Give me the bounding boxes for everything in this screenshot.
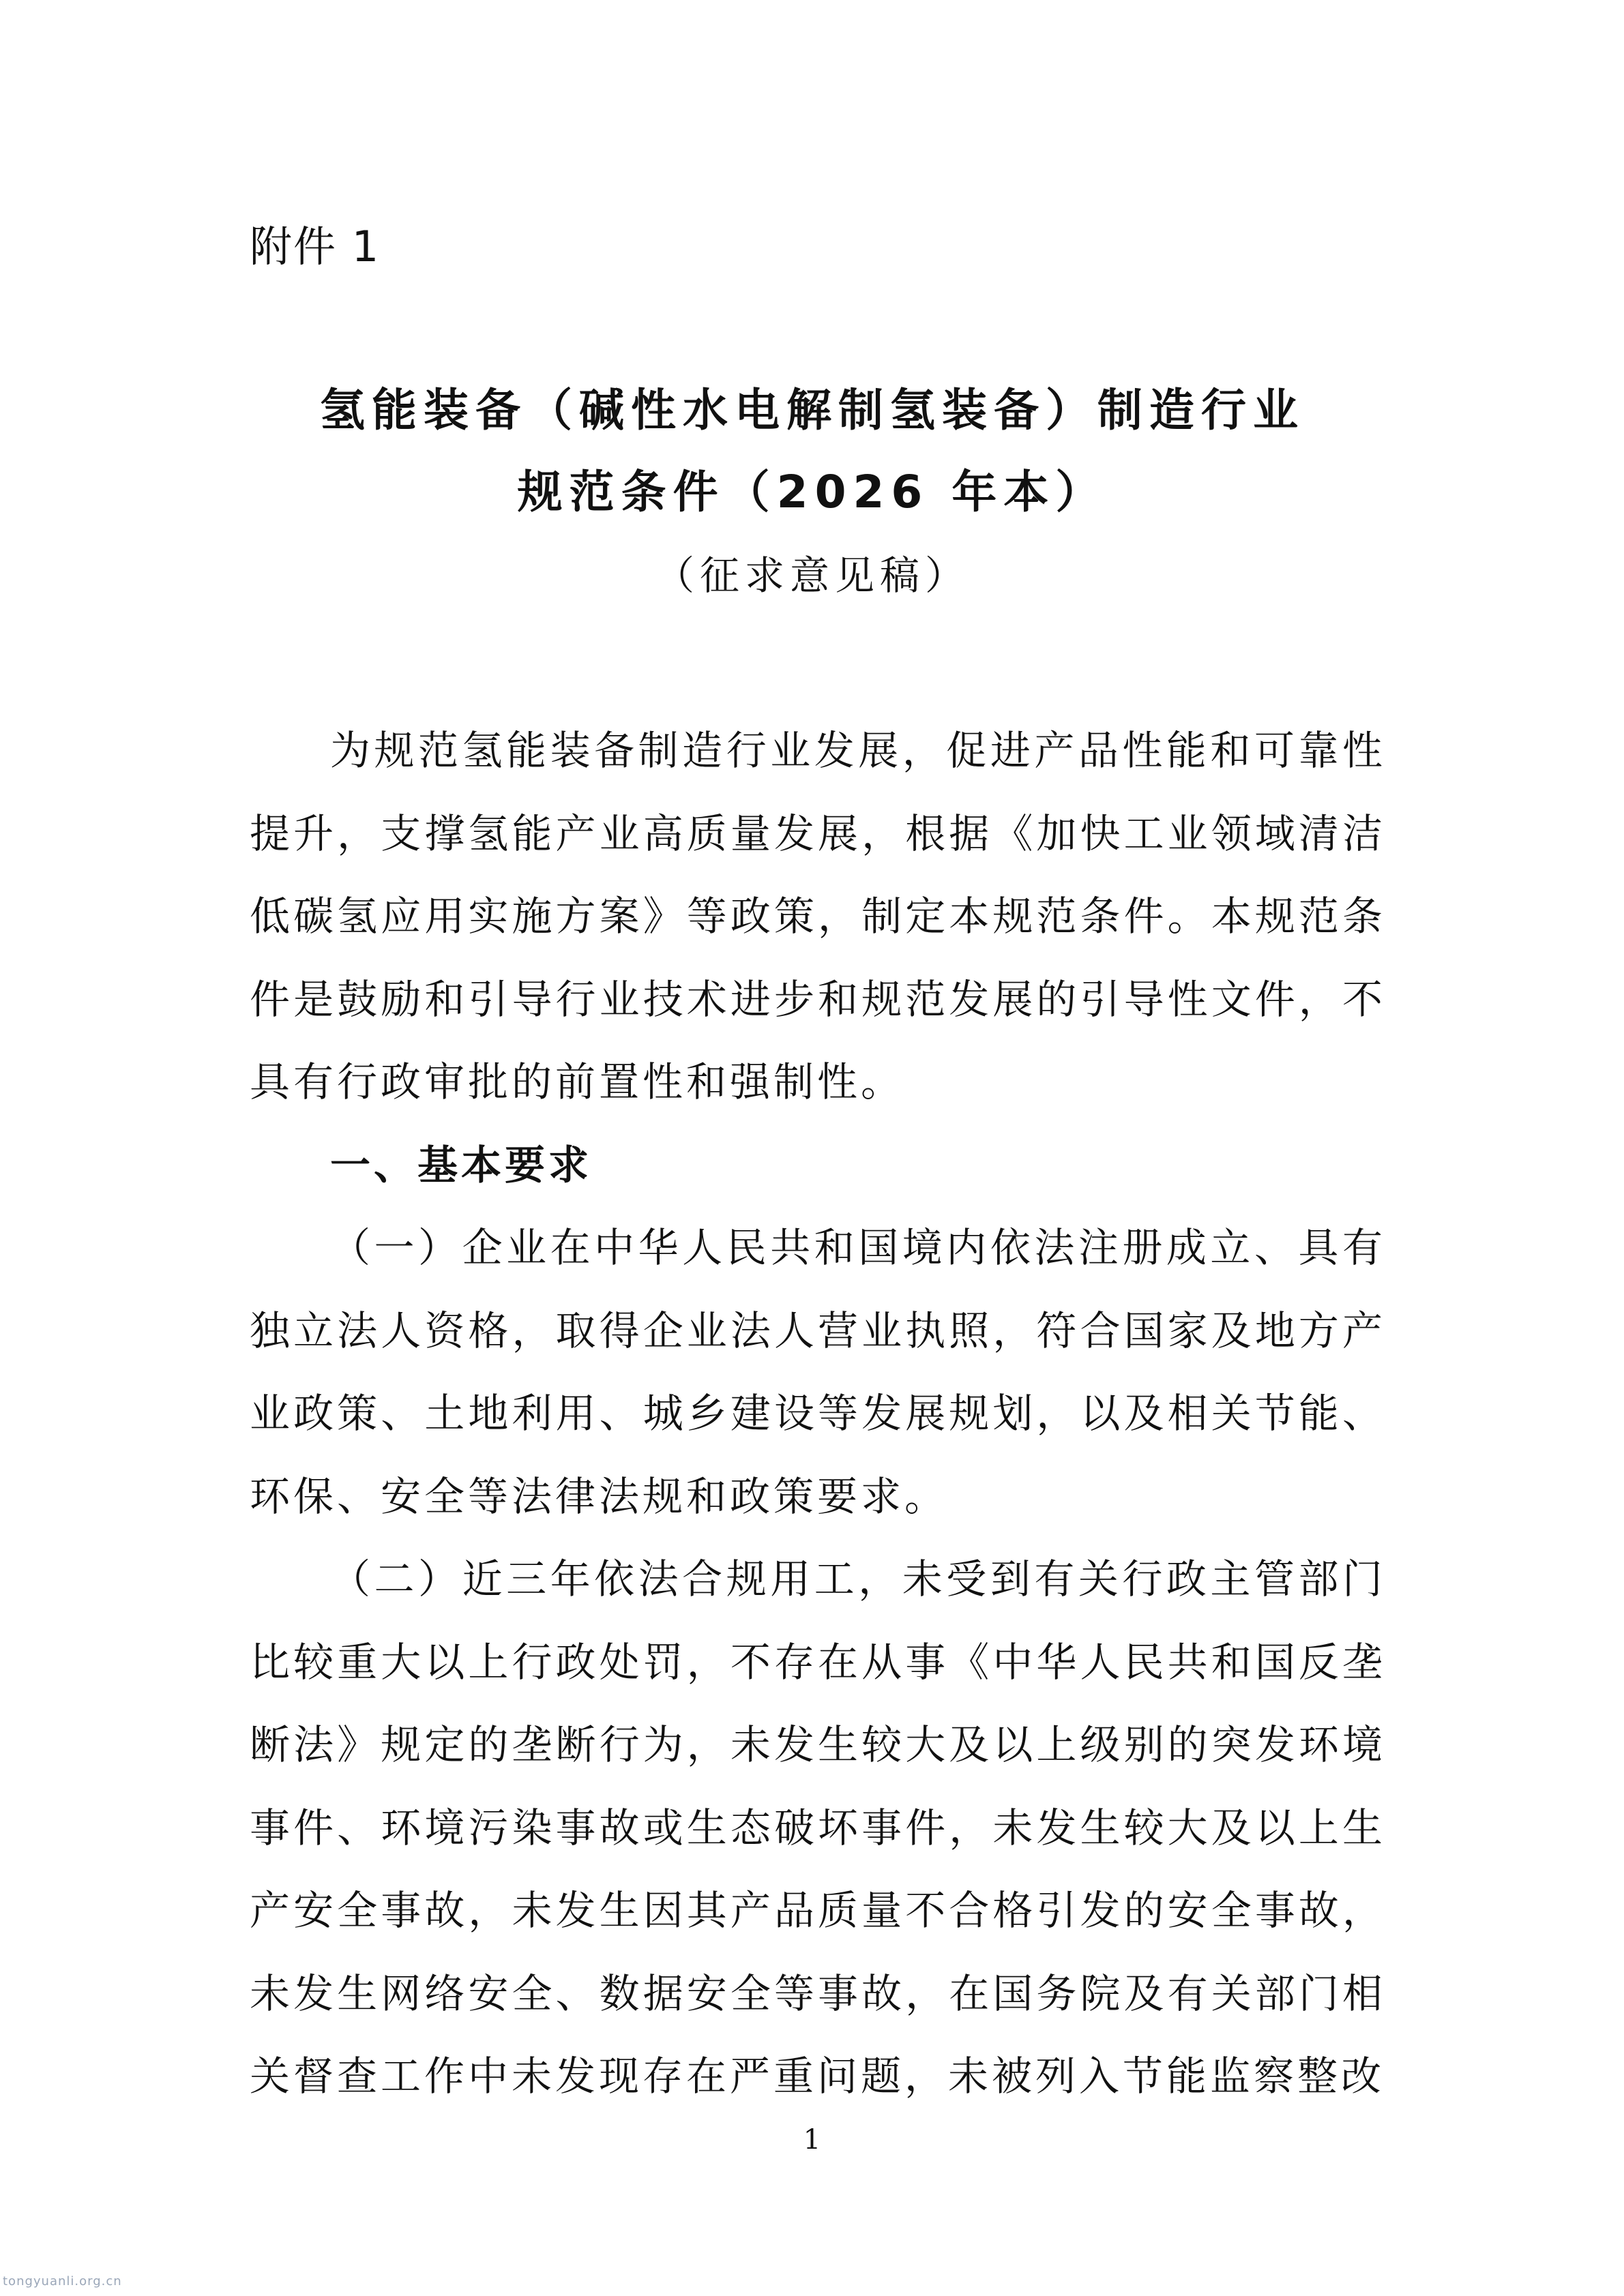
requirement-item-1: （一）企业在中华人民共和国境内依法注册成立、具有独立法人资格，取得企业法人营业执照，符合国家及地方产业政策、土地利用、城乡建设等发展规划，以及相关节能、环保、安全等法律法规和政策要求。 (250, 1224, 1386, 1520)
attachment-label: 附件 1 (250, 222, 381, 271)
requirement-item-2: （二）近三年依法合规用工，未受到有关行政主管部门比较重大以上行政处罚，不存在从事《中华人民共和国反垄断法》规定的垄断行为，未发生较大及以上级别的突发环境事件、环境污染事故或生态破坏事件，未发生较大及以上生产安全事故，未发生因其产品质量不合格引发的安全事故，未发生网络安全、数据安全等事故，在国务院及有关部门相关督查工作中未发现存在严重问题，未被列入节能监察整改 (250, 1555, 1386, 2100)
document-subtitle: （征求意见稿） (654, 552, 970, 599)
section-heading-basic-requirements: 一、基本要求 (330, 1141, 593, 1189)
document-title-line-2: 规范条件（2026 年本） (517, 466, 1108, 518)
intro-paragraph: 为规范氢能装备制造行业发展，促进产品性能和可靠性提升，支撑氢能产业高质量发展，根据《加快工业领域清洁低碳氢应用实施方案》等政策，制定本规范条件。本规范条件是鼓励和引导行业技术进步和规范发展的引导性文件，不具有行政审批的前置性和强制性。 (250, 727, 1386, 1105)
site-watermark: tongyuanli.org.cn (3, 2274, 122, 2288)
document-title-line-1: 氢能装备（碱性水电解制氢装备）制造行业 (320, 384, 1305, 436)
document-body (250, 709, 1386, 2118)
page-number: 1 (803, 2124, 821, 2156)
